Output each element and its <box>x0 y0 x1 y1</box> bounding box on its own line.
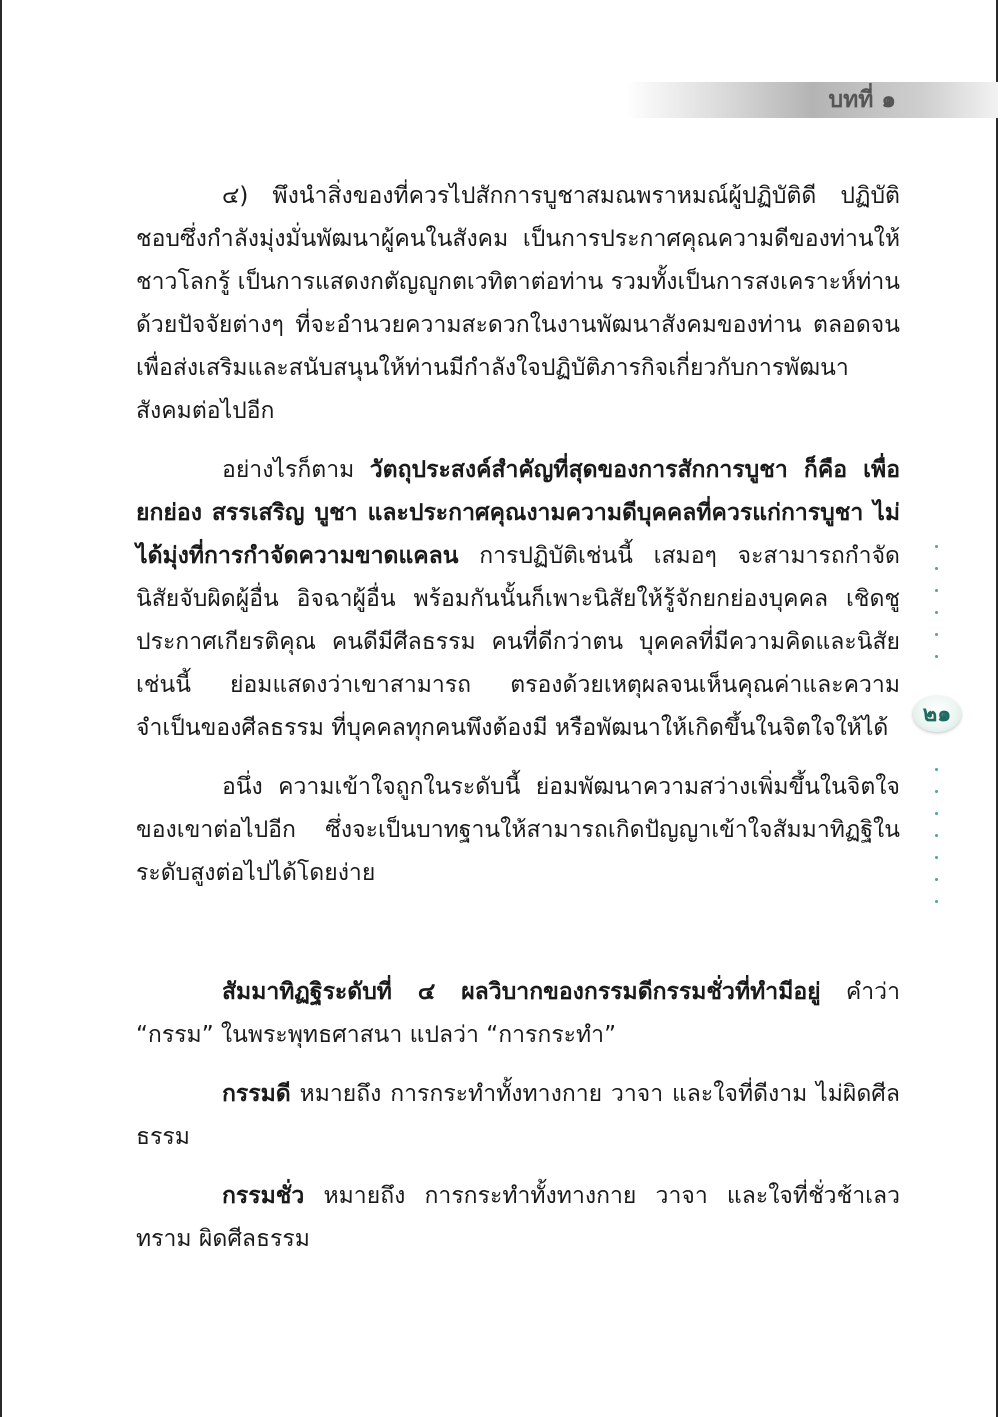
definition-good-karma: หมายถึง การกระทำทั้งทางกาย วาจา และใจที่ดีงาม ไม่ผิดศีลธรรม <box>136 1081 900 1150</box>
dot <box>935 812 938 815</box>
paragraph-good-karma <box>136 1073 900 1159</box>
definition-bad-karma: หมายถึง การกระทำทั้งทางกาย วาจา และใจที่ชั่วช้าเลวทราม ผิดศีลธรรม <box>136 1183 900 1252</box>
dot <box>935 878 938 881</box>
body-text <box>136 175 900 1277</box>
paragraph-level-four <box>136 971 900 1057</box>
dot <box>935 856 938 859</box>
paragraph-purpose-bold: วัตถุประสงค์สำคัญที่สุดของการสักการบูชา ก็คือ เพื่อยกย่อง สรรเสริญ บูชา และประกาศคุณงามความดีบุคคลที่ควรแก่การบูชา ไม่ได้มุ่งที่การกำจัดความขาดแคลน <box>136 457 901 569</box>
side-dot-decoration <box>934 545 940 922</box>
dot <box>935 589 938 592</box>
chapter-header-band <box>626 82 998 118</box>
section-heading-level-four: สัมมาทิฏฐิระดับที่ ๔ ผลวิบากของกรรมดีกรรมชั่วที่ทำมีอยู่ <box>222 979 821 1005</box>
term-bad-karma: กรรมชั่ว <box>222 1183 305 1209</box>
paragraph-level-four-rest: คำว่า “กรรม” ในพระพุทธศาสนา แปลว่า “การกระทำ” <box>136 979 900 1048</box>
dot <box>935 834 938 837</box>
page-number: ๒๑ <box>922 701 952 727</box>
paragraph-purpose-rest: การปฏิบัติเช่นนี้ เสมอๆ จะสามารถกำจัดนิสัยจับผิดผู้อื่น อิจฉาผู้อื่น พร้อมกันนั้นก็เพาะนิสัยให้รู้จักยกย่องบุคคล เชิดชู ประกาศเกียรติคุณ คนดีมีศีลธรรม คนที่ดีกว่าตน บุคคลที่มีความคิดและนิสัยเช่นนี้ ย่อมแสดงว่าเขาสามารถ ตรองด้วยเหตุผลจนเห็นคุณค่าและความจำเป็นของศีลธรรม ที่บุคคลทุกคนพึงต้องมี หรือพัฒนาให้เกิดขึ้นในจิตใจให้ได้ <box>136 543 900 741</box>
dot <box>935 611 938 614</box>
dot <box>935 545 938 548</box>
dot <box>935 633 938 636</box>
term-good-karma: กรรมดี <box>222 1081 291 1107</box>
paragraph-offerings: ๔) พึงนำสิ่งของที่ควรไปสักการบูชาสมณพราหมณ์ผู้ปฏิบัติดี ปฏิบัติชอบซึ่งกำลังมุ่งมั่นพัฒนาผู้คนในสังคม เป็นการประกาศคุณความดีของท่านให้ชาวโลกรู้ เป็นการแสดงกตัญญูกตเวทิตาต่อท่าน รวมทั้งเป็นการสงเคราะห์ท่านด้วยปัจจัยต่างๆ ที่จะอำนวยความสะดวกในงานพัฒนาสังคมของท่าน ตลอดจนเพื่อส่งเสริมและสนับสนุนให้ท่านมีกำลังใจปฏิบัติภารกิจเกี่ยวกับการพัฒนาสังคมต่อไปอีก <box>136 183 900 424</box>
chapter-header: บทที่ ๑ <box>828 86 896 113</box>
dot <box>935 567 938 570</box>
dot <box>935 790 938 793</box>
paragraph-purpose <box>136 449 900 750</box>
paragraph-purpose-lead: อย่างไรก็ตาม <box>222 457 370 483</box>
paragraph-bad-karma <box>136 1175 900 1261</box>
dot <box>935 768 938 771</box>
dot <box>935 655 938 658</box>
paragraph-understanding: อนึ่ง ความเข้าใจถูกในระดับนี้ ย่อมพัฒนาความสว่างเพิ่มขึ้นในจิตใจของเขาต่อไปอีก ซึ่งจะเป็นบาทฐานให้สามารถเกิดปัญญาเข้าใจสัมมาทิฏฐิในระดับสูงต่อไปได้โดยง่าย <box>136 774 900 886</box>
section-gap <box>136 911 900 971</box>
dot <box>935 900 938 903</box>
